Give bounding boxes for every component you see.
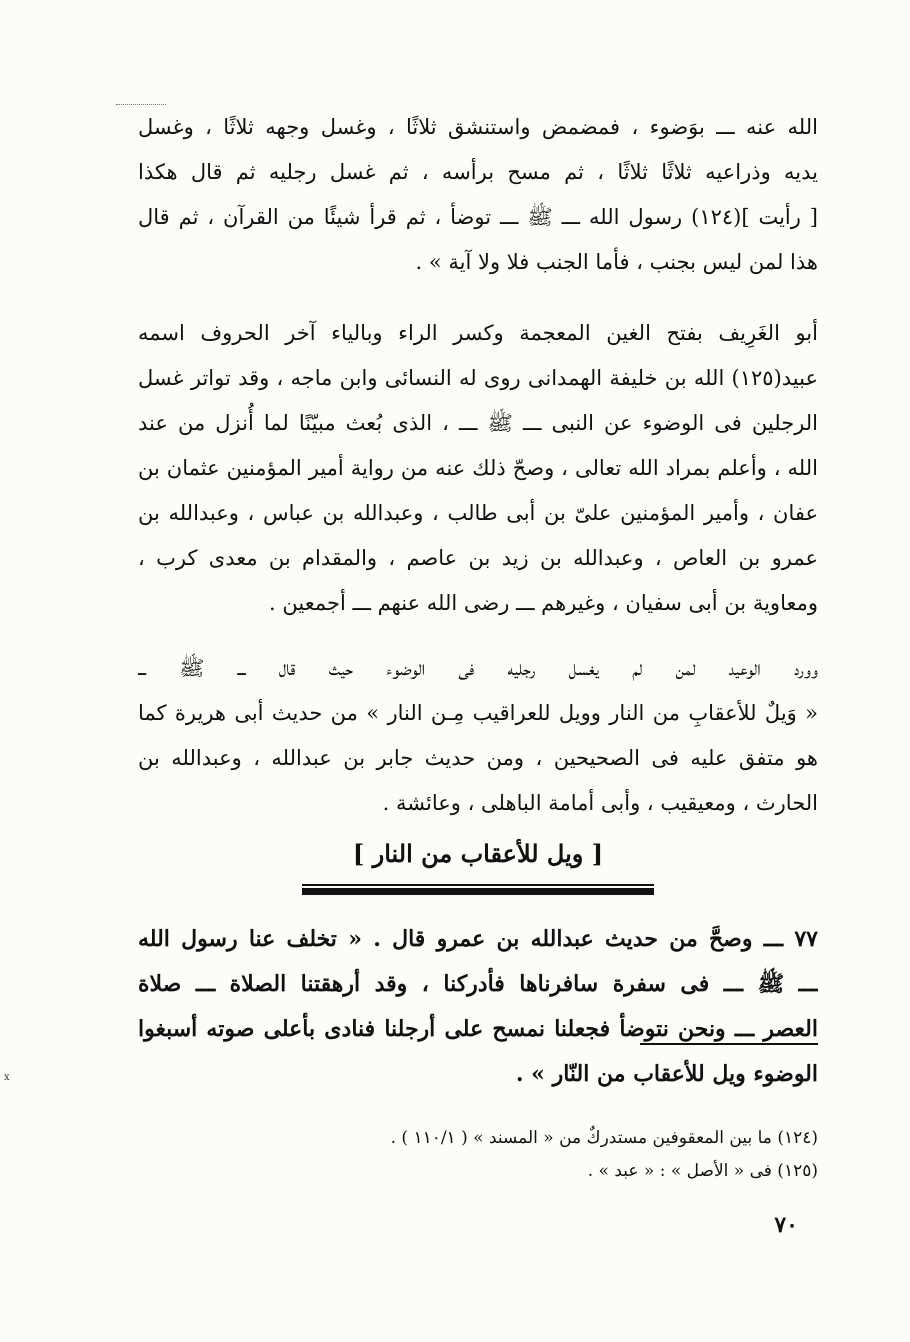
text-line: « وَيلٌ للأعقابِ من النار وويل للعراقيب مِـن النار » من حديث أبى هريرة كما xyxy=(138,701,818,725)
text-line: عمرو بن العاص ، وعبدالله بن زيد بن عاصم ، والمقدام بن معدى كرب ، xyxy=(138,546,818,570)
paragraph-2 xyxy=(138,311,818,626)
text-line: العصر ـــ ونحن نتوضأ فجعلنا نمسح على أرجلنا فنادى بأعلى صوته أسبغوا xyxy=(138,1016,818,1042)
paragraph-3 xyxy=(138,646,818,826)
section-heading: [ ويل للأعقاب من النار ] xyxy=(352,839,604,868)
footnote-separator xyxy=(640,1043,818,1045)
text-line: عفان ، وأمير المؤمنين علىّ بن أبى طالب ، وعبدالله بن عباس ، وعبدالله بن xyxy=(138,501,818,525)
text-line: ـــ ﷺ ـــ فى سفرة سافرناها فأدركنا ، وقد أرهقتنا الصلاة ـــ صلاة xyxy=(138,971,818,997)
footnote-124: (١٢٤) ما بين المعقوفين مستدركٌ من « المسند » ( ١١٠/١ ) . xyxy=(390,1128,818,1148)
text-line: الله ، وأعلم بمراد الله تعالى ، وصحّ ذلك عنه من رواية أمير المؤمنين عثمان بن xyxy=(138,456,818,480)
heading-rule xyxy=(138,884,818,895)
hadith-77 xyxy=(138,917,818,1097)
text-line: هذا لمن ليس بجنب ، فأما الجنب فلا ولا آية » . xyxy=(415,250,818,274)
page-body xyxy=(138,100,818,1097)
text-line: وورد الوعيد لمن لم يغسل رجليه فى الوضوء حيث قال ـــ ﷺ ـــ xyxy=(138,656,818,680)
text-line: ومعاوية بن أبى سفيان ، وغيرهم ـــ رضى الله عنهم ـــ أجمعين . xyxy=(269,591,818,615)
text-line: ٧٧ ـــ وصحَّ من حديث عبدالله بن عمرو قال . « تخلف عنا رسول الله xyxy=(138,926,818,952)
text-line: [ رأيت ](١٢٤) رسول الله ـــ ﷺ ـــ توضأ ، ثم قرأ شيئًا من القرآن ، ثم قال xyxy=(138,205,818,229)
text-line: يديه وذراعيه ثلاثًا ثلاثًا ، ثم مسح برأسه ، ثم غسل رجليه ثم قال هكذا xyxy=(138,160,818,184)
text-line: أبو الغَرِيف بفتح الغين المعجمة وكسر الراء وبالياء آخر الحروف اسمه xyxy=(138,321,818,345)
text-line: الرجلين فى الوضوء عن النبى ـــ ﷺ ـــ ، الذى بُعث مبيّنًا لما أُنزل من عند xyxy=(138,411,818,435)
text-line: الله عنه ـــ بوَضوء ، فمضمض واستنشق ثلاثًا ، وغسل وجهه ثلاثًا ، وغسل xyxy=(138,115,818,139)
text-line: الوضوء ويل للأعقاب من النّار » . xyxy=(515,1061,818,1087)
footnote-125: (١٢٥) فى « الأصل » : « عبد » . xyxy=(587,1161,818,1181)
text-line: عبيد(١٢٥) الله بن خليفة الهمدانى روى له النسائى وابن ماجه ، وقد تواتر غسل xyxy=(138,366,818,390)
page-number: ٧٠ xyxy=(774,1212,798,1238)
text-line: هو متفق عليه فى الصحيحين ، ومن حديث جابر بن عبدالله ، وعبدالله بن xyxy=(138,746,818,770)
scan-artifact-mark: x xyxy=(4,1072,10,1083)
text-line: الحارث ، ومعيقيب ، وأبى أمامة الباهلى ، وعائشة . xyxy=(382,791,818,815)
paragraph-1 xyxy=(138,105,818,285)
footnotes xyxy=(300,1122,818,1188)
